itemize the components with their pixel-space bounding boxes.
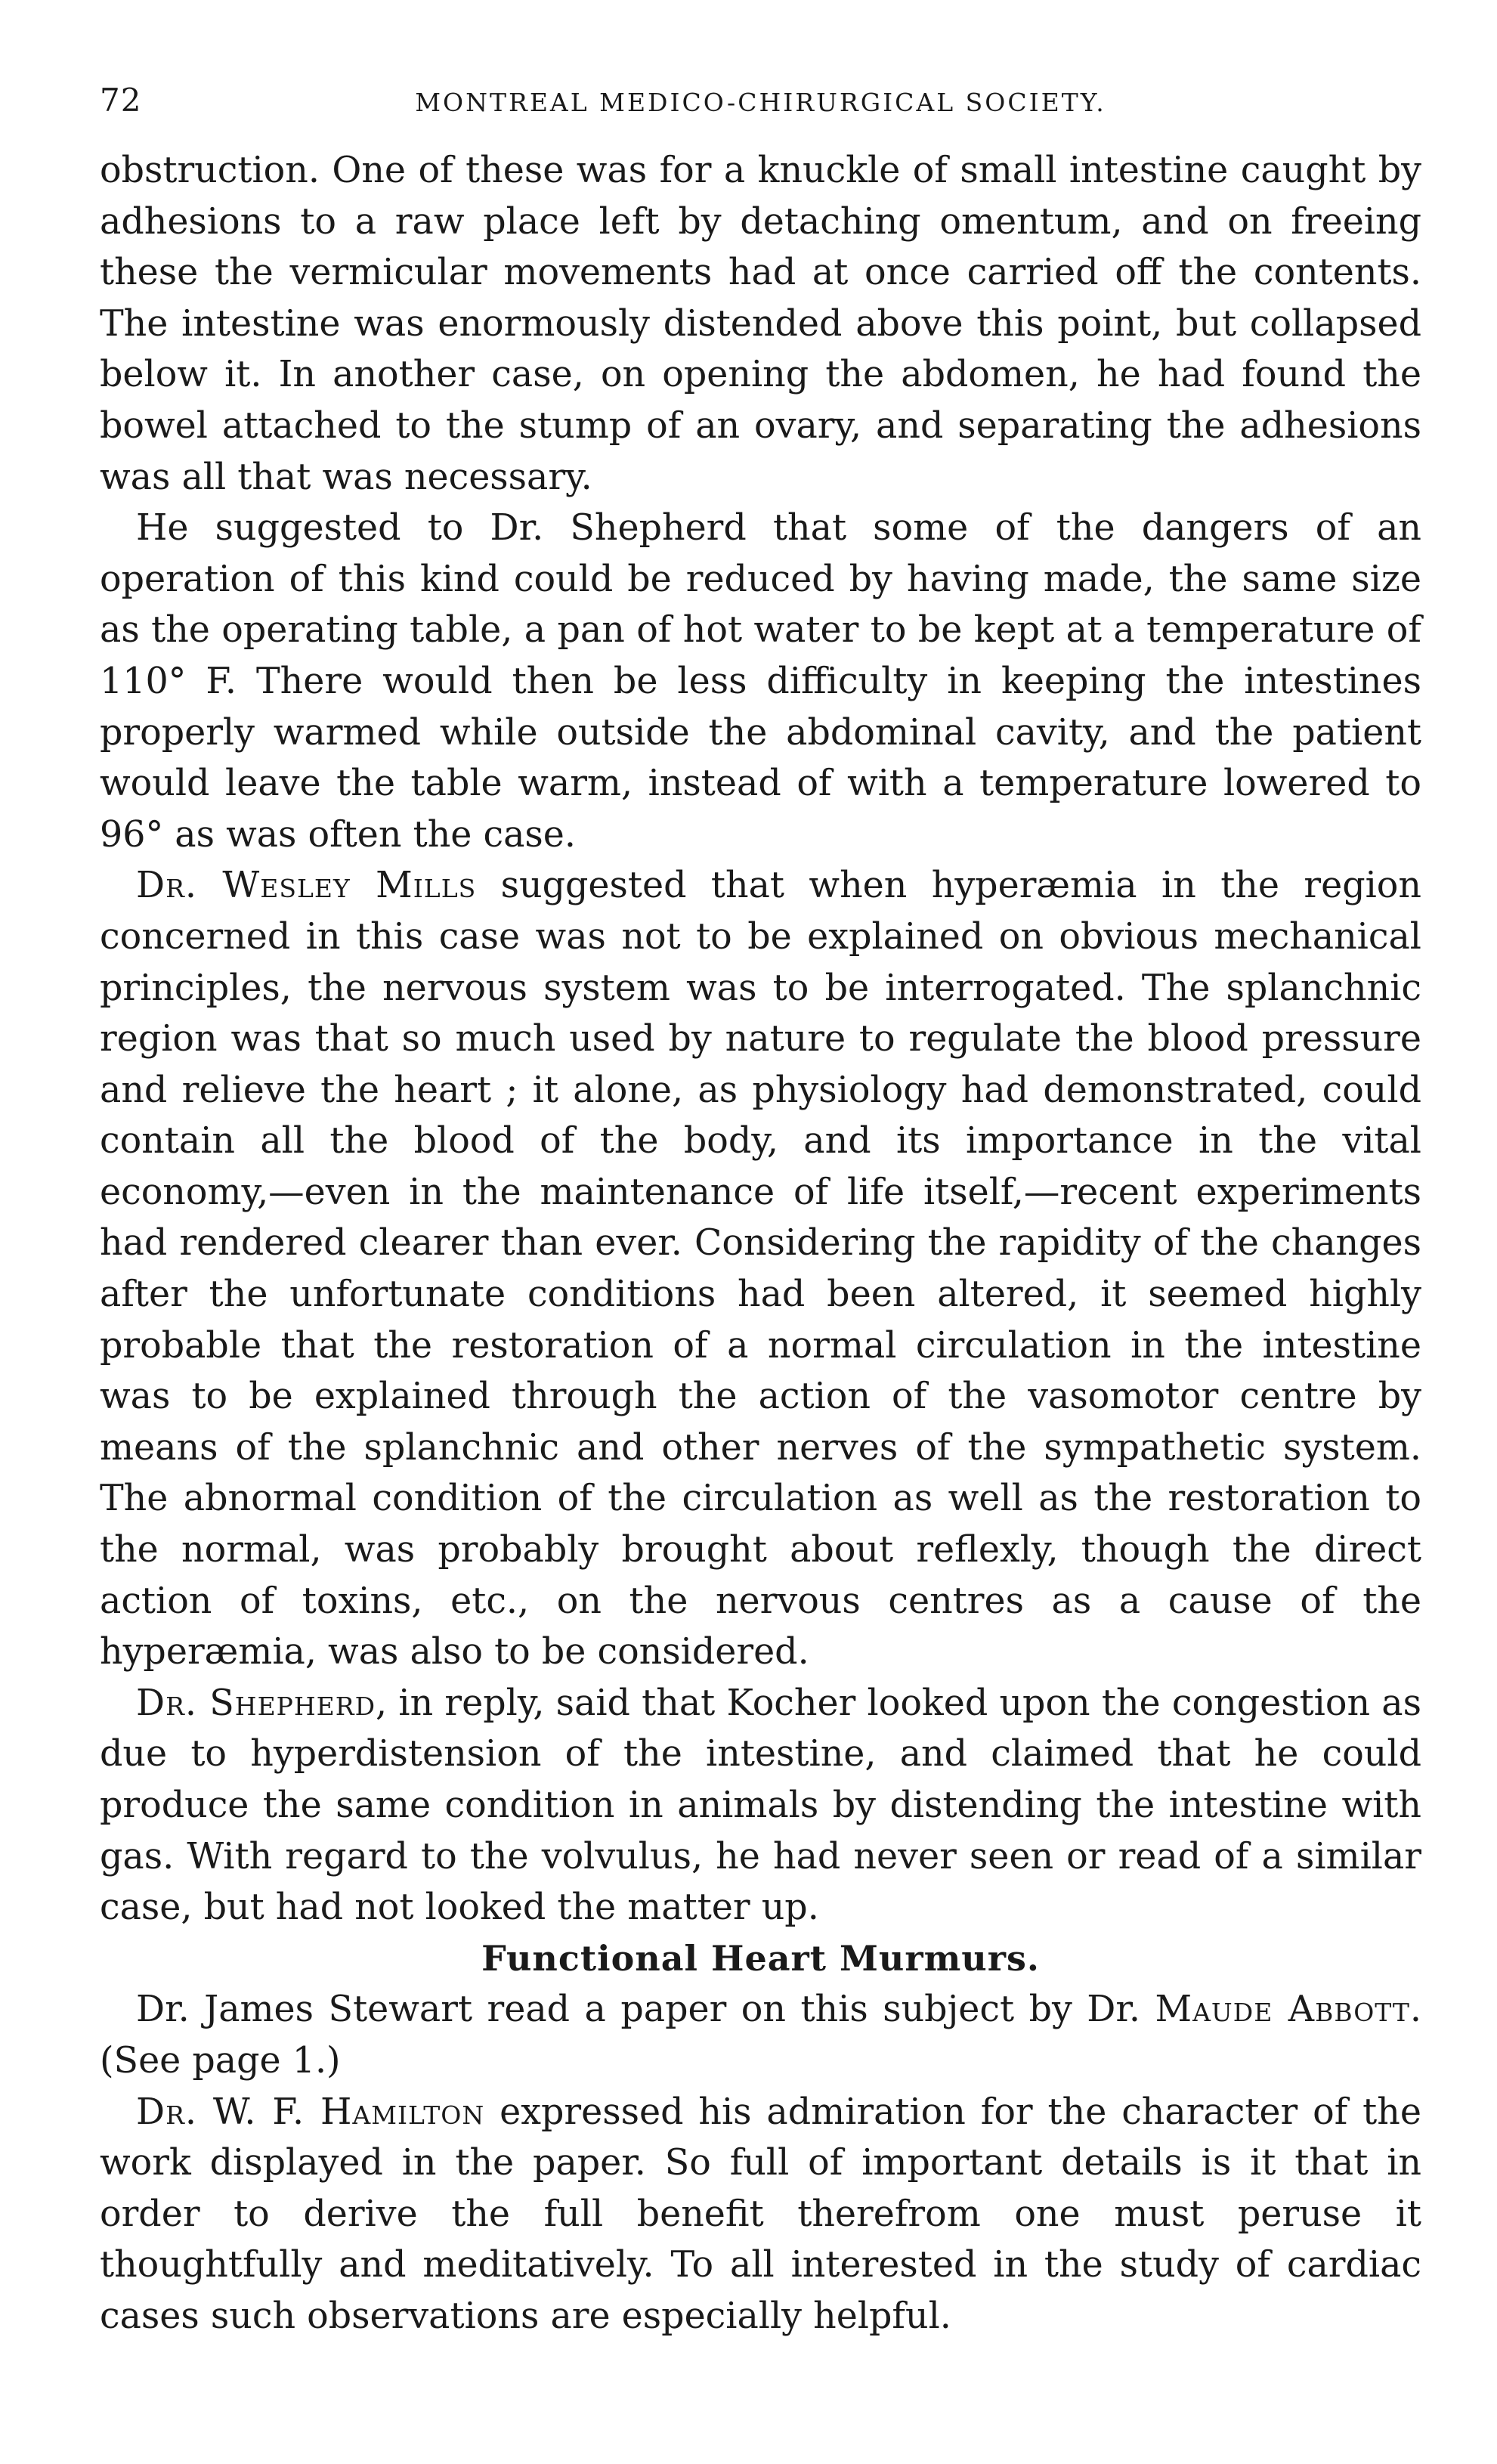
- paragraph-text: . (See page 1.): [100, 1989, 1421, 2082]
- paragraph: [100, 860, 1421, 1678]
- running-title: MONTREAL MEDICO-CHIRURGICAL SOCIETY.: [415, 88, 1106, 117]
- section-heading: Functional Heart Murmurs.: [481, 1937, 1040, 1979]
- body-text: [100, 145, 1421, 2342]
- page-number: 72: [100, 82, 142, 119]
- paragraph: obstruction. One of these was for a knuckle of small intestine caught by adhesions to a raw place left by detaching omentum, and on freeing these the vermicular movements had at once carried off the contents. The intestine was enormously distended above this point, but collapsed below it. In another case, on opening the abdomen, he had found the bowel attached to the stump of an ovary, and separating the adhesions was all that was necessary.: [100, 150, 1421, 498]
- paragraph: [100, 1984, 1421, 2086]
- paragraph: [100, 2087, 1421, 2342]
- paragraph-text: Dr. James Stewart read a paper on this subject by Dr.: [136, 1989, 1155, 2031]
- speaker-name: Dr. W. F. Hamilton: [136, 2091, 485, 2133]
- speaker-name: Dr. Shepherd: [136, 1682, 376, 1724]
- author-name: Maude Abbott: [1155, 1989, 1410, 2031]
- page-header: [100, 76, 1421, 128]
- paragraph-text: expressed his admiration for the character of the work displayed in the paper. So full of important details is it that in order to derive the full benefit therefrom one must peruse it thoughtfully and meditatively. To all interested in the study of cardiac cases such observations are especially helpful.: [100, 2091, 1421, 2337]
- speaker-name: Dr. Wesley Mills: [136, 865, 477, 907]
- paragraph-text: , in reply, said that Kocher looked upon the congestion as due to hyperdistension of the intestine, and claimed that he could produce the same condition in animals by distending the intestine with gas. With regard to the volvulus, he had never seen or read of a similar case, but had not looked the matter up.: [100, 1682, 1421, 1929]
- paragraph: He suggested to Dr. Shepherd that some of the dangers of an operation of this kind could be reduced by having made, the same size as the operating table, a pan of hot water to be kept at a temperature of 110° F. There would then be less difficulty in keeping the intestines properly warmed while outside the abdominal cavity, and the patient would leave the table warm, instead of with a temperature lowered to 96° as was often the case.: [100, 507, 1421, 856]
- paragraph: [100, 1678, 1421, 1933]
- paragraph-text: suggested that when hyperæmia in the region concerned in this case was not to be explained on obvious mechanical principles, the nervous system was to be interrogated. The splanchnic region was that so much used by nature to regulate the blood pressure and relieve the heart ; it alone, as physiology had demonstrated, could contain all the blood of the body, and its importance in the vital economy,—even in the maintenance of life itself,—recent experiments had rendered clearer than ever. Considering the rapidity of the changes after the unfortunate conditions had been altered, it seemed highly probable that the restoration of a normal circulation in the intestine was to be explained through the action of the vasomotor centre by means of the splanchnic and other nerves of the sympathetic system. The abnormal condition of the circulation as well as the restoration to the normal, was probably brought about reflexly, though the direct action of toxins, etc., on the nervous centres as a cause of the hyperæmia, was also to be considered.: [100, 865, 1421, 1673]
